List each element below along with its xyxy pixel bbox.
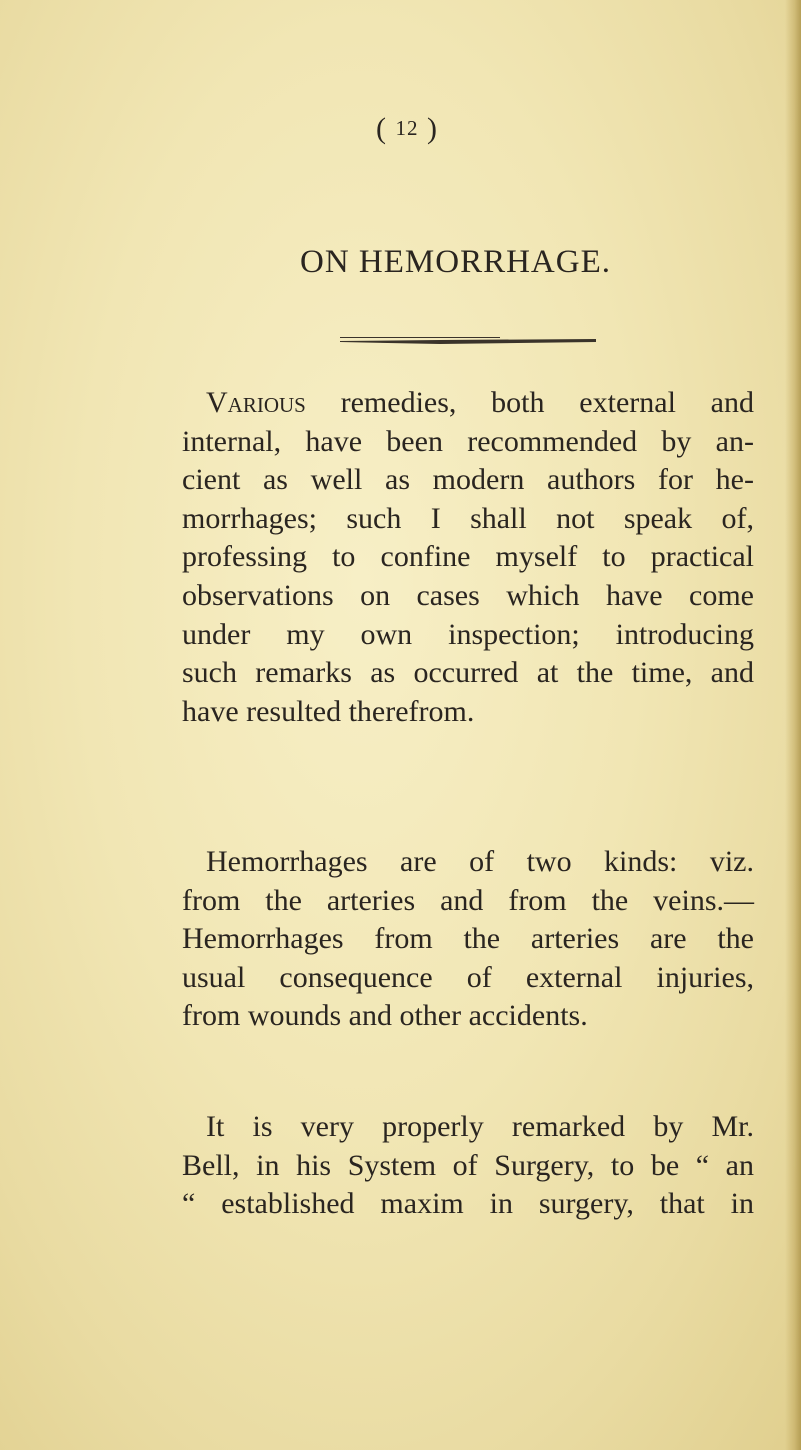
paragraph-line-text: remedies, both external and	[305, 386, 754, 419]
paragraph-1-line-8: such remarks as occurred at the time, and	[182, 656, 754, 690]
paragraph-3-line-3: “ established maxim in surgery, that in	[182, 1187, 754, 1221]
page-edge-shadow	[785, 0, 801, 1450]
page-number-open-paren: (	[376, 112, 387, 145]
paragraph-1-line-7: under my own inspection; introducing	[182, 617, 754, 651]
paragraph-2	[182, 843, 754, 1036]
title-rule-ornament	[340, 336, 596, 347]
paragraph-1-line-4: morrhages; such I shall not speak of,	[182, 501, 754, 535]
paragraph-1-line-1	[182, 384, 754, 423]
paragraph-2-line-2: from the arteries and from the veins.—	[182, 883, 754, 917]
chapter-title: ON HEMORRHAGE.	[300, 244, 611, 280]
paragraph-1-line-2: internal, have been recommended by an-	[182, 424, 754, 458]
paragraph-1-line-6: observations on cases which have come	[182, 578, 754, 612]
paragraph-2-line-5: from wounds and other accidents.	[182, 999, 588, 1033]
paragraph-3	[182, 1108, 754, 1224]
page-number-close-paren: )	[427, 112, 438, 145]
paragraph-2-line-3: Hemorrhages from the arteries are the	[182, 922, 754, 956]
paragraph-2-line-4: usual consequence of external injuries,	[182, 960, 754, 994]
paragraph-3-line-1: It is very properly remarked by Mr.	[206, 1110, 754, 1143]
page-number	[376, 112, 536, 146]
paragraph-1-line-9: have resulted therefrom.	[182, 694, 475, 728]
drop-word: Various	[206, 386, 306, 419]
paragraph-3-line-2: Bell, in his System of Surgery, to be “ an	[182, 1148, 754, 1182]
page-number-value: 12	[395, 116, 419, 140]
paragraph-1-line-5: professing to confine myself to practical	[182, 540, 754, 574]
paragraph-1	[182, 384, 754, 731]
paragraph-1-line-3: cient as well as modern authors for he-	[182, 463, 754, 497]
paragraph-2-line-1: Hemorrhages are of two kinds: viz.	[206, 845, 754, 878]
